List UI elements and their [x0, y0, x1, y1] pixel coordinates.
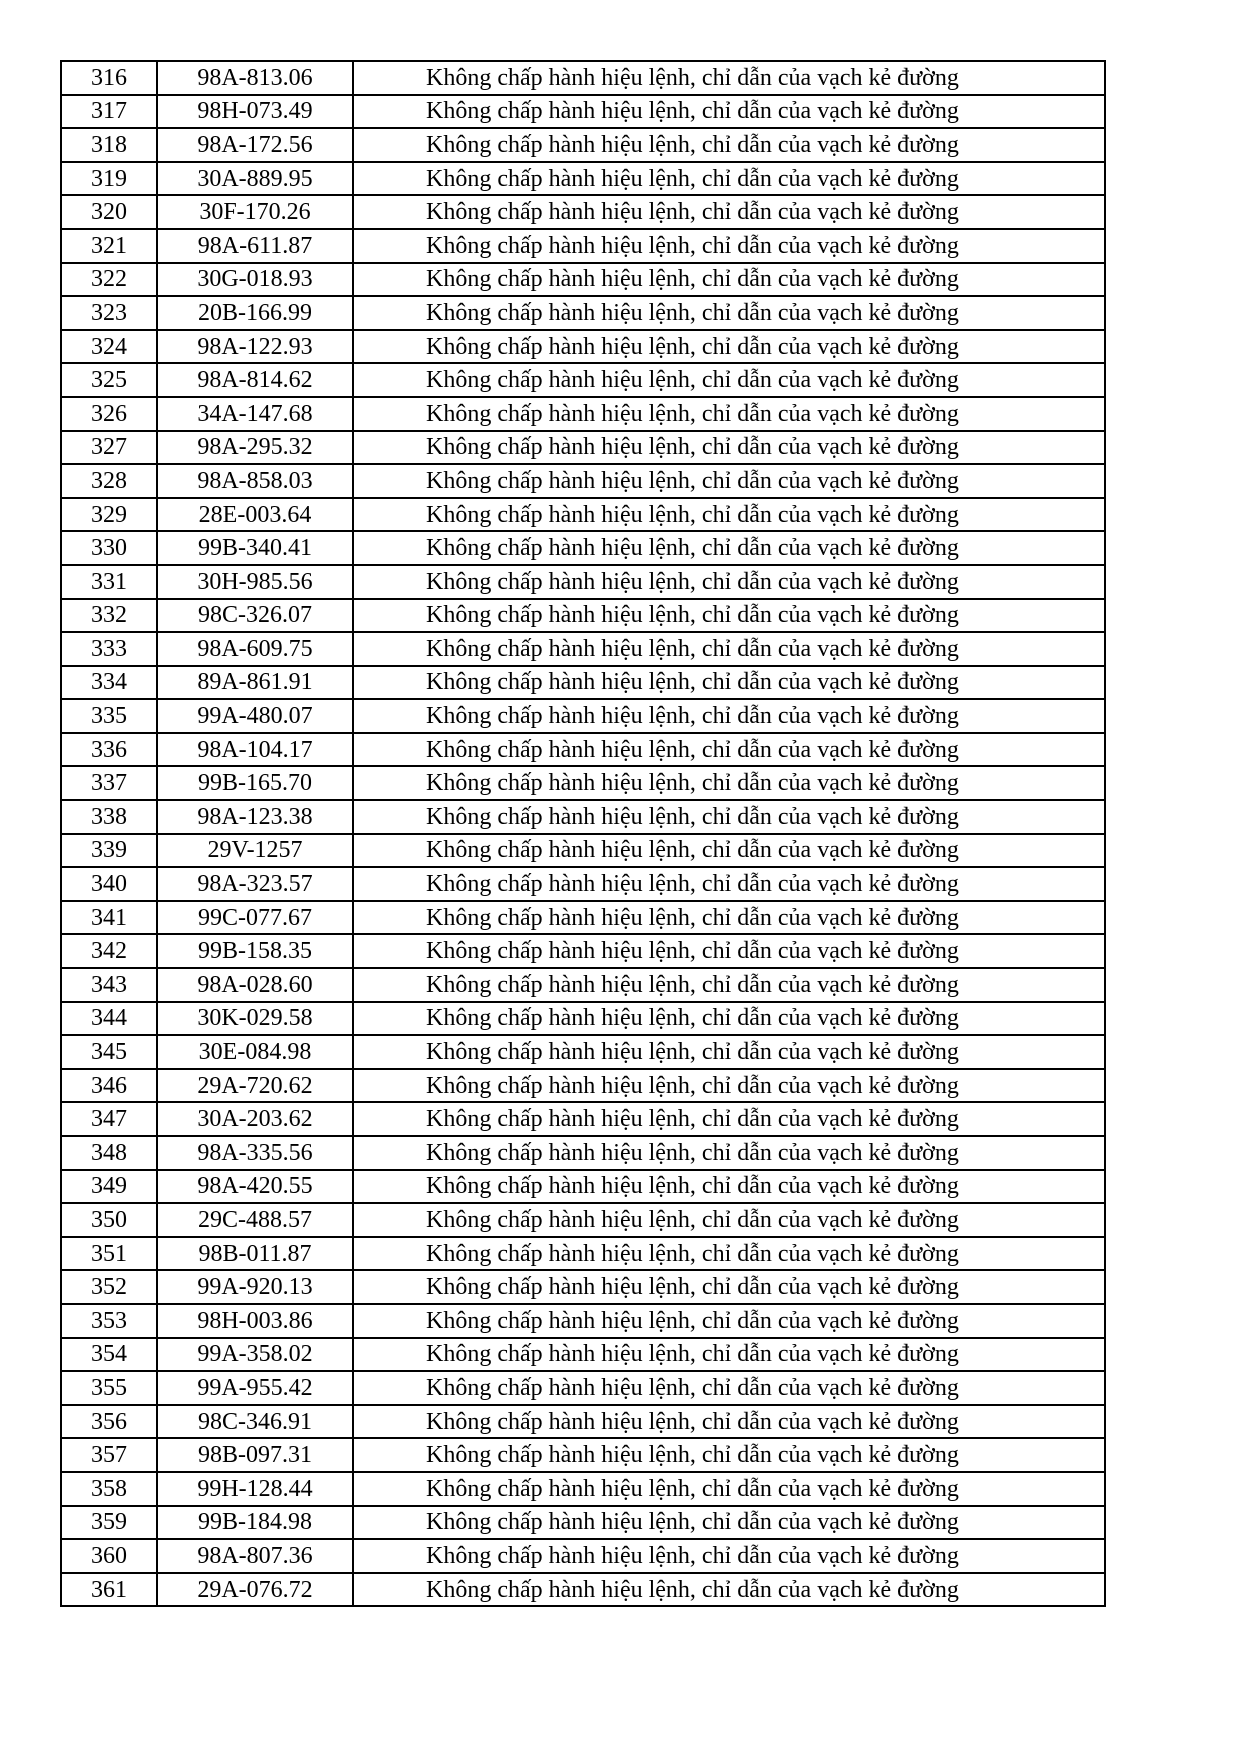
row-number-cell: 353	[61, 1304, 157, 1338]
table-row	[61, 531, 1105, 565]
table-row	[61, 1338, 1105, 1372]
violation-description-cell: Không chấp hành hiệu lệnh, chỉ dẫn của vạch kẻ đường	[353, 733, 1105, 767]
license-plate-cell: 99B-184.98	[157, 1506, 353, 1540]
violation-description-cell: Không chấp hành hiệu lệnh, chỉ dẫn của vạch kẻ đường	[353, 1405, 1105, 1439]
row-number-cell: 347	[61, 1102, 157, 1136]
license-plate-cell: 98B-011.87	[157, 1237, 353, 1271]
table-row	[61, 296, 1105, 330]
license-plate-cell: 30H-985.56	[157, 565, 353, 599]
table-row	[61, 229, 1105, 263]
row-number-cell: 335	[61, 699, 157, 733]
row-number-cell: 330	[61, 531, 157, 565]
license-plate-cell: 98A-807.36	[157, 1539, 353, 1573]
row-number-cell: 322	[61, 263, 157, 297]
license-plate-cell: 29C-488.57	[157, 1203, 353, 1237]
license-plate-cell: 98A-420.55	[157, 1170, 353, 1204]
violation-description-cell: Không chấp hành hiệu lệnh, chỉ dẫn của vạch kẻ đường	[353, 397, 1105, 431]
license-plate-cell: 20B-166.99	[157, 296, 353, 330]
row-number-cell: 338	[61, 800, 157, 834]
violation-description-cell: Không chấp hành hiệu lệnh, chỉ dẫn của vạch kẻ đường	[353, 1136, 1105, 1170]
license-plate-cell: 98A-814.62	[157, 363, 353, 397]
table-row	[61, 1573, 1105, 1607]
row-number-cell: 318	[61, 128, 157, 162]
license-plate-cell: 98A-323.57	[157, 867, 353, 901]
license-plate-cell: 98A-123.38	[157, 800, 353, 834]
table-row	[61, 766, 1105, 800]
row-number-cell: 361	[61, 1573, 157, 1607]
violation-description-cell: Không chấp hành hiệu lệnh, chỉ dẫn của vạch kẻ đường	[353, 632, 1105, 666]
violation-description-cell: Không chấp hành hiệu lệnh, chỉ dẫn của vạch kẻ đường	[353, 901, 1105, 935]
row-number-cell: 328	[61, 464, 157, 498]
license-plate-cell: 98C-346.91	[157, 1405, 353, 1439]
table-row	[61, 1304, 1105, 1338]
license-plate-cell: 99H-128.44	[157, 1472, 353, 1506]
license-plate-cell: 89A-861.91	[157, 666, 353, 700]
table-row	[61, 632, 1105, 666]
license-plate-cell: 30E-084.98	[157, 1035, 353, 1069]
table-row	[61, 699, 1105, 733]
license-plate-cell: 98A-609.75	[157, 632, 353, 666]
table-row	[61, 934, 1105, 968]
violation-description-cell: Không chấp hành hiệu lệnh, chỉ dẫn của vạch kẻ đường	[353, 464, 1105, 498]
license-plate-cell: 99B-158.35	[157, 934, 353, 968]
row-number-cell: 316	[61, 61, 157, 95]
table-row	[61, 397, 1105, 431]
violation-description-cell: Không chấp hành hiệu lệnh, chỉ dẫn của vạch kẻ đường	[353, 1203, 1105, 1237]
violation-description-cell: Không chấp hành hiệu lệnh, chỉ dẫn của vạch kẻ đường	[353, 1069, 1105, 1103]
row-number-cell: 334	[61, 666, 157, 700]
row-number-cell: 332	[61, 599, 157, 633]
table-row	[61, 162, 1105, 196]
violation-description-cell: Không chấp hành hiệu lệnh, chỉ dẫn của vạch kẻ đường	[353, 95, 1105, 129]
row-number-cell: 357	[61, 1438, 157, 1472]
table-row	[61, 61, 1105, 95]
violation-description-cell: Không chấp hành hiệu lệnh, chỉ dẫn của vạch kẻ đường	[353, 330, 1105, 364]
table-row	[61, 464, 1105, 498]
table-row	[61, 1438, 1105, 1472]
table-row	[61, 901, 1105, 935]
row-number-cell: 321	[61, 229, 157, 263]
row-number-cell: 358	[61, 1472, 157, 1506]
violation-description-cell: Không chấp hành hiệu lệnh, chỉ dẫn của vạch kẻ đường	[353, 1371, 1105, 1405]
table-row	[61, 330, 1105, 364]
row-number-cell: 320	[61, 195, 157, 229]
table-row	[61, 1136, 1105, 1170]
license-plate-cell: 99A-480.07	[157, 699, 353, 733]
license-plate-cell: 30F-170.26	[157, 195, 353, 229]
row-number-cell: 319	[61, 162, 157, 196]
license-plate-cell: 98A-122.93	[157, 330, 353, 364]
table-row	[61, 1002, 1105, 1036]
violation-description-cell: Không chấp hành hiệu lệnh, chỉ dẫn của vạch kẻ đường	[353, 1338, 1105, 1372]
table-row	[61, 1237, 1105, 1271]
table-row	[61, 95, 1105, 129]
row-number-cell: 324	[61, 330, 157, 364]
table-row	[61, 1203, 1105, 1237]
violation-description-cell: Không chấp hành hiệu lệnh, chỉ dẫn của vạch kẻ đường	[353, 666, 1105, 700]
table-row	[61, 1472, 1105, 1506]
row-number-cell: 325	[61, 363, 157, 397]
row-number-cell: 323	[61, 296, 157, 330]
violation-description-cell: Không chấp hành hiệu lệnh, chỉ dẫn của vạch kẻ đường	[353, 766, 1105, 800]
table-row	[61, 565, 1105, 599]
violation-description-cell: Không chấp hành hiệu lệnh, chỉ dẫn của vạch kẻ đường	[353, 162, 1105, 196]
violation-description-cell: Không chấp hành hiệu lệnh, chỉ dẫn của vạch kẻ đường	[353, 867, 1105, 901]
table-row	[61, 834, 1105, 868]
table-row	[61, 1069, 1105, 1103]
row-number-cell: 333	[61, 632, 157, 666]
violation-description-cell: Không chấp hành hiệu lệnh, chỉ dẫn của vạch kẻ đường	[353, 431, 1105, 465]
violation-description-cell: Không chấp hành hiệu lệnh, chỉ dẫn của vạch kẻ đường	[353, 800, 1105, 834]
license-plate-cell: 29A-076.72	[157, 1573, 353, 1607]
violation-description-cell: Không chấp hành hiệu lệnh, chỉ dẫn của vạch kẻ đường	[353, 128, 1105, 162]
violation-description-cell: Không chấp hành hiệu lệnh, chỉ dẫn của vạch kẻ đường	[353, 1237, 1105, 1271]
row-number-cell: 341	[61, 901, 157, 935]
row-number-cell: 339	[61, 834, 157, 868]
violations-table	[60, 60, 1106, 1607]
license-plate-cell: 30A-203.62	[157, 1102, 353, 1136]
row-number-cell: 350	[61, 1203, 157, 1237]
license-plate-cell: 98A-172.56	[157, 128, 353, 162]
violation-description-cell: Không chấp hành hiệu lệnh, chỉ dẫn của vạch kẻ đường	[353, 1539, 1105, 1573]
table-row	[61, 666, 1105, 700]
table-row	[61, 1170, 1105, 1204]
license-plate-cell: 99A-955.42	[157, 1371, 353, 1405]
violation-description-cell: Không chấp hành hiệu lệnh, chỉ dẫn của vạch kẻ đường	[353, 1170, 1105, 1204]
row-number-cell: 360	[61, 1539, 157, 1573]
table-row	[61, 263, 1105, 297]
table-row	[61, 1270, 1105, 1304]
row-number-cell: 356	[61, 1405, 157, 1439]
violation-description-cell: Không chấp hành hiệu lệnh, chỉ dẫn của vạch kẻ đường	[353, 1035, 1105, 1069]
table-row	[61, 1102, 1105, 1136]
license-plate-cell: 99A-920.13	[157, 1270, 353, 1304]
row-number-cell: 352	[61, 1270, 157, 1304]
license-plate-cell: 98H-003.86	[157, 1304, 353, 1338]
row-number-cell: 331	[61, 565, 157, 599]
row-number-cell: 340	[61, 867, 157, 901]
violation-description-cell: Không chấp hành hiệu lệnh, chỉ dẫn của vạch kẻ đường	[353, 61, 1105, 95]
license-plate-cell: 98A-028.60	[157, 968, 353, 1002]
license-plate-cell: 98B-097.31	[157, 1438, 353, 1472]
table-row	[61, 195, 1105, 229]
table-row	[61, 968, 1105, 1002]
violation-description-cell: Không chấp hành hiệu lệnh, chỉ dẫn của vạch kẻ đường	[353, 1472, 1105, 1506]
license-plate-cell: 28E-003.64	[157, 498, 353, 532]
table-row	[61, 498, 1105, 532]
table-row	[61, 1539, 1105, 1573]
row-number-cell: 337	[61, 766, 157, 800]
table-row	[61, 128, 1105, 162]
row-number-cell: 326	[61, 397, 157, 431]
license-plate-cell: 98A-295.32	[157, 431, 353, 465]
violation-description-cell: Không chấp hành hiệu lệnh, chỉ dẫn của vạch kẻ đường	[353, 296, 1105, 330]
license-plate-cell: 30K-029.58	[157, 1002, 353, 1036]
row-number-cell: 343	[61, 968, 157, 1002]
table-row	[61, 867, 1105, 901]
violation-description-cell: Không chấp hành hiệu lệnh, chỉ dẫn của vạch kẻ đường	[353, 834, 1105, 868]
license-plate-cell: 98A-335.56	[157, 1136, 353, 1170]
violation-description-cell: Không chấp hành hiệu lệnh, chỉ dẫn của vạch kẻ đường	[353, 363, 1105, 397]
violation-description-cell: Không chấp hành hiệu lệnh, chỉ dẫn của vạch kẻ đường	[353, 263, 1105, 297]
table-row	[61, 1405, 1105, 1439]
violations-table-body	[61, 61, 1105, 1606]
table-row	[61, 733, 1105, 767]
violation-description-cell: Không chấp hành hiệu lệnh, chỉ dẫn của vạch kẻ đường	[353, 1102, 1105, 1136]
row-number-cell: 345	[61, 1035, 157, 1069]
violation-description-cell: Không chấp hành hiệu lệnh, chỉ dẫn của vạch kẻ đường	[353, 1506, 1105, 1540]
violation-description-cell: Không chấp hành hiệu lệnh, chỉ dẫn của vạch kẻ đường	[353, 968, 1105, 1002]
license-plate-cell: 29V-1257	[157, 834, 353, 868]
violation-description-cell: Không chấp hành hiệu lệnh, chỉ dẫn của vạch kẻ đường	[353, 229, 1105, 263]
violation-description-cell: Không chấp hành hiệu lệnh, chỉ dẫn của vạch kẻ đường	[353, 1438, 1105, 1472]
violation-description-cell: Không chấp hành hiệu lệnh, chỉ dẫn của vạch kẻ đường	[353, 565, 1105, 599]
violation-description-cell: Không chấp hành hiệu lệnh, chỉ dẫn của vạch kẻ đường	[353, 1304, 1105, 1338]
license-plate-cell: 29A-720.62	[157, 1069, 353, 1103]
row-number-cell: 336	[61, 733, 157, 767]
license-plate-cell: 99B-165.70	[157, 766, 353, 800]
violation-description-cell: Không chấp hành hiệu lệnh, chỉ dẫn của vạch kẻ đường	[353, 1573, 1105, 1607]
license-plate-cell: 99B-340.41	[157, 531, 353, 565]
license-plate-cell: 30G-018.93	[157, 263, 353, 297]
license-plate-cell: 30A-889.95	[157, 162, 353, 196]
table-row	[61, 1035, 1105, 1069]
row-number-cell: 354	[61, 1338, 157, 1372]
table-row	[61, 1506, 1105, 1540]
row-number-cell: 329	[61, 498, 157, 532]
license-plate-cell: 34A-147.68	[157, 397, 353, 431]
license-plate-cell: 98H-073.49	[157, 95, 353, 129]
violation-description-cell: Không chấp hành hiệu lệnh, chỉ dẫn của vạch kẻ đường	[353, 599, 1105, 633]
violation-description-cell: Không chấp hành hiệu lệnh, chỉ dẫn của vạch kẻ đường	[353, 498, 1105, 532]
row-number-cell: 351	[61, 1237, 157, 1271]
row-number-cell: 327	[61, 431, 157, 465]
row-number-cell: 355	[61, 1371, 157, 1405]
table-row	[61, 431, 1105, 465]
license-plate-cell: 98A-858.03	[157, 464, 353, 498]
license-plate-cell: 98A-104.17	[157, 733, 353, 767]
table-row	[61, 363, 1105, 397]
table-row	[61, 599, 1105, 633]
table-row	[61, 1371, 1105, 1405]
license-plate-cell: 99C-077.67	[157, 901, 353, 935]
violation-description-cell: Không chấp hành hiệu lệnh, chỉ dẫn của vạch kẻ đường	[353, 195, 1105, 229]
license-plate-cell: 99A-358.02	[157, 1338, 353, 1372]
violation-description-cell: Không chấp hành hiệu lệnh, chỉ dẫn của vạch kẻ đường	[353, 531, 1105, 565]
table-row	[61, 800, 1105, 834]
violation-description-cell: Không chấp hành hiệu lệnh, chỉ dẫn của vạch kẻ đường	[353, 1270, 1105, 1304]
row-number-cell: 346	[61, 1069, 157, 1103]
row-number-cell: 349	[61, 1170, 157, 1204]
violation-description-cell: Không chấp hành hiệu lệnh, chỉ dẫn của vạch kẻ đường	[353, 699, 1105, 733]
row-number-cell: 348	[61, 1136, 157, 1170]
row-number-cell: 342	[61, 934, 157, 968]
row-number-cell: 359	[61, 1506, 157, 1540]
row-number-cell: 344	[61, 1002, 157, 1036]
violation-description-cell: Không chấp hành hiệu lệnh, chỉ dẫn của vạch kẻ đường	[353, 1002, 1105, 1036]
row-number-cell: 317	[61, 95, 157, 129]
license-plate-cell: 98A-611.87	[157, 229, 353, 263]
license-plate-cell: 98A-813.06	[157, 61, 353, 95]
license-plate-cell: 98C-326.07	[157, 599, 353, 633]
violation-description-cell: Không chấp hành hiệu lệnh, chỉ dẫn của vạch kẻ đường	[353, 934, 1105, 968]
